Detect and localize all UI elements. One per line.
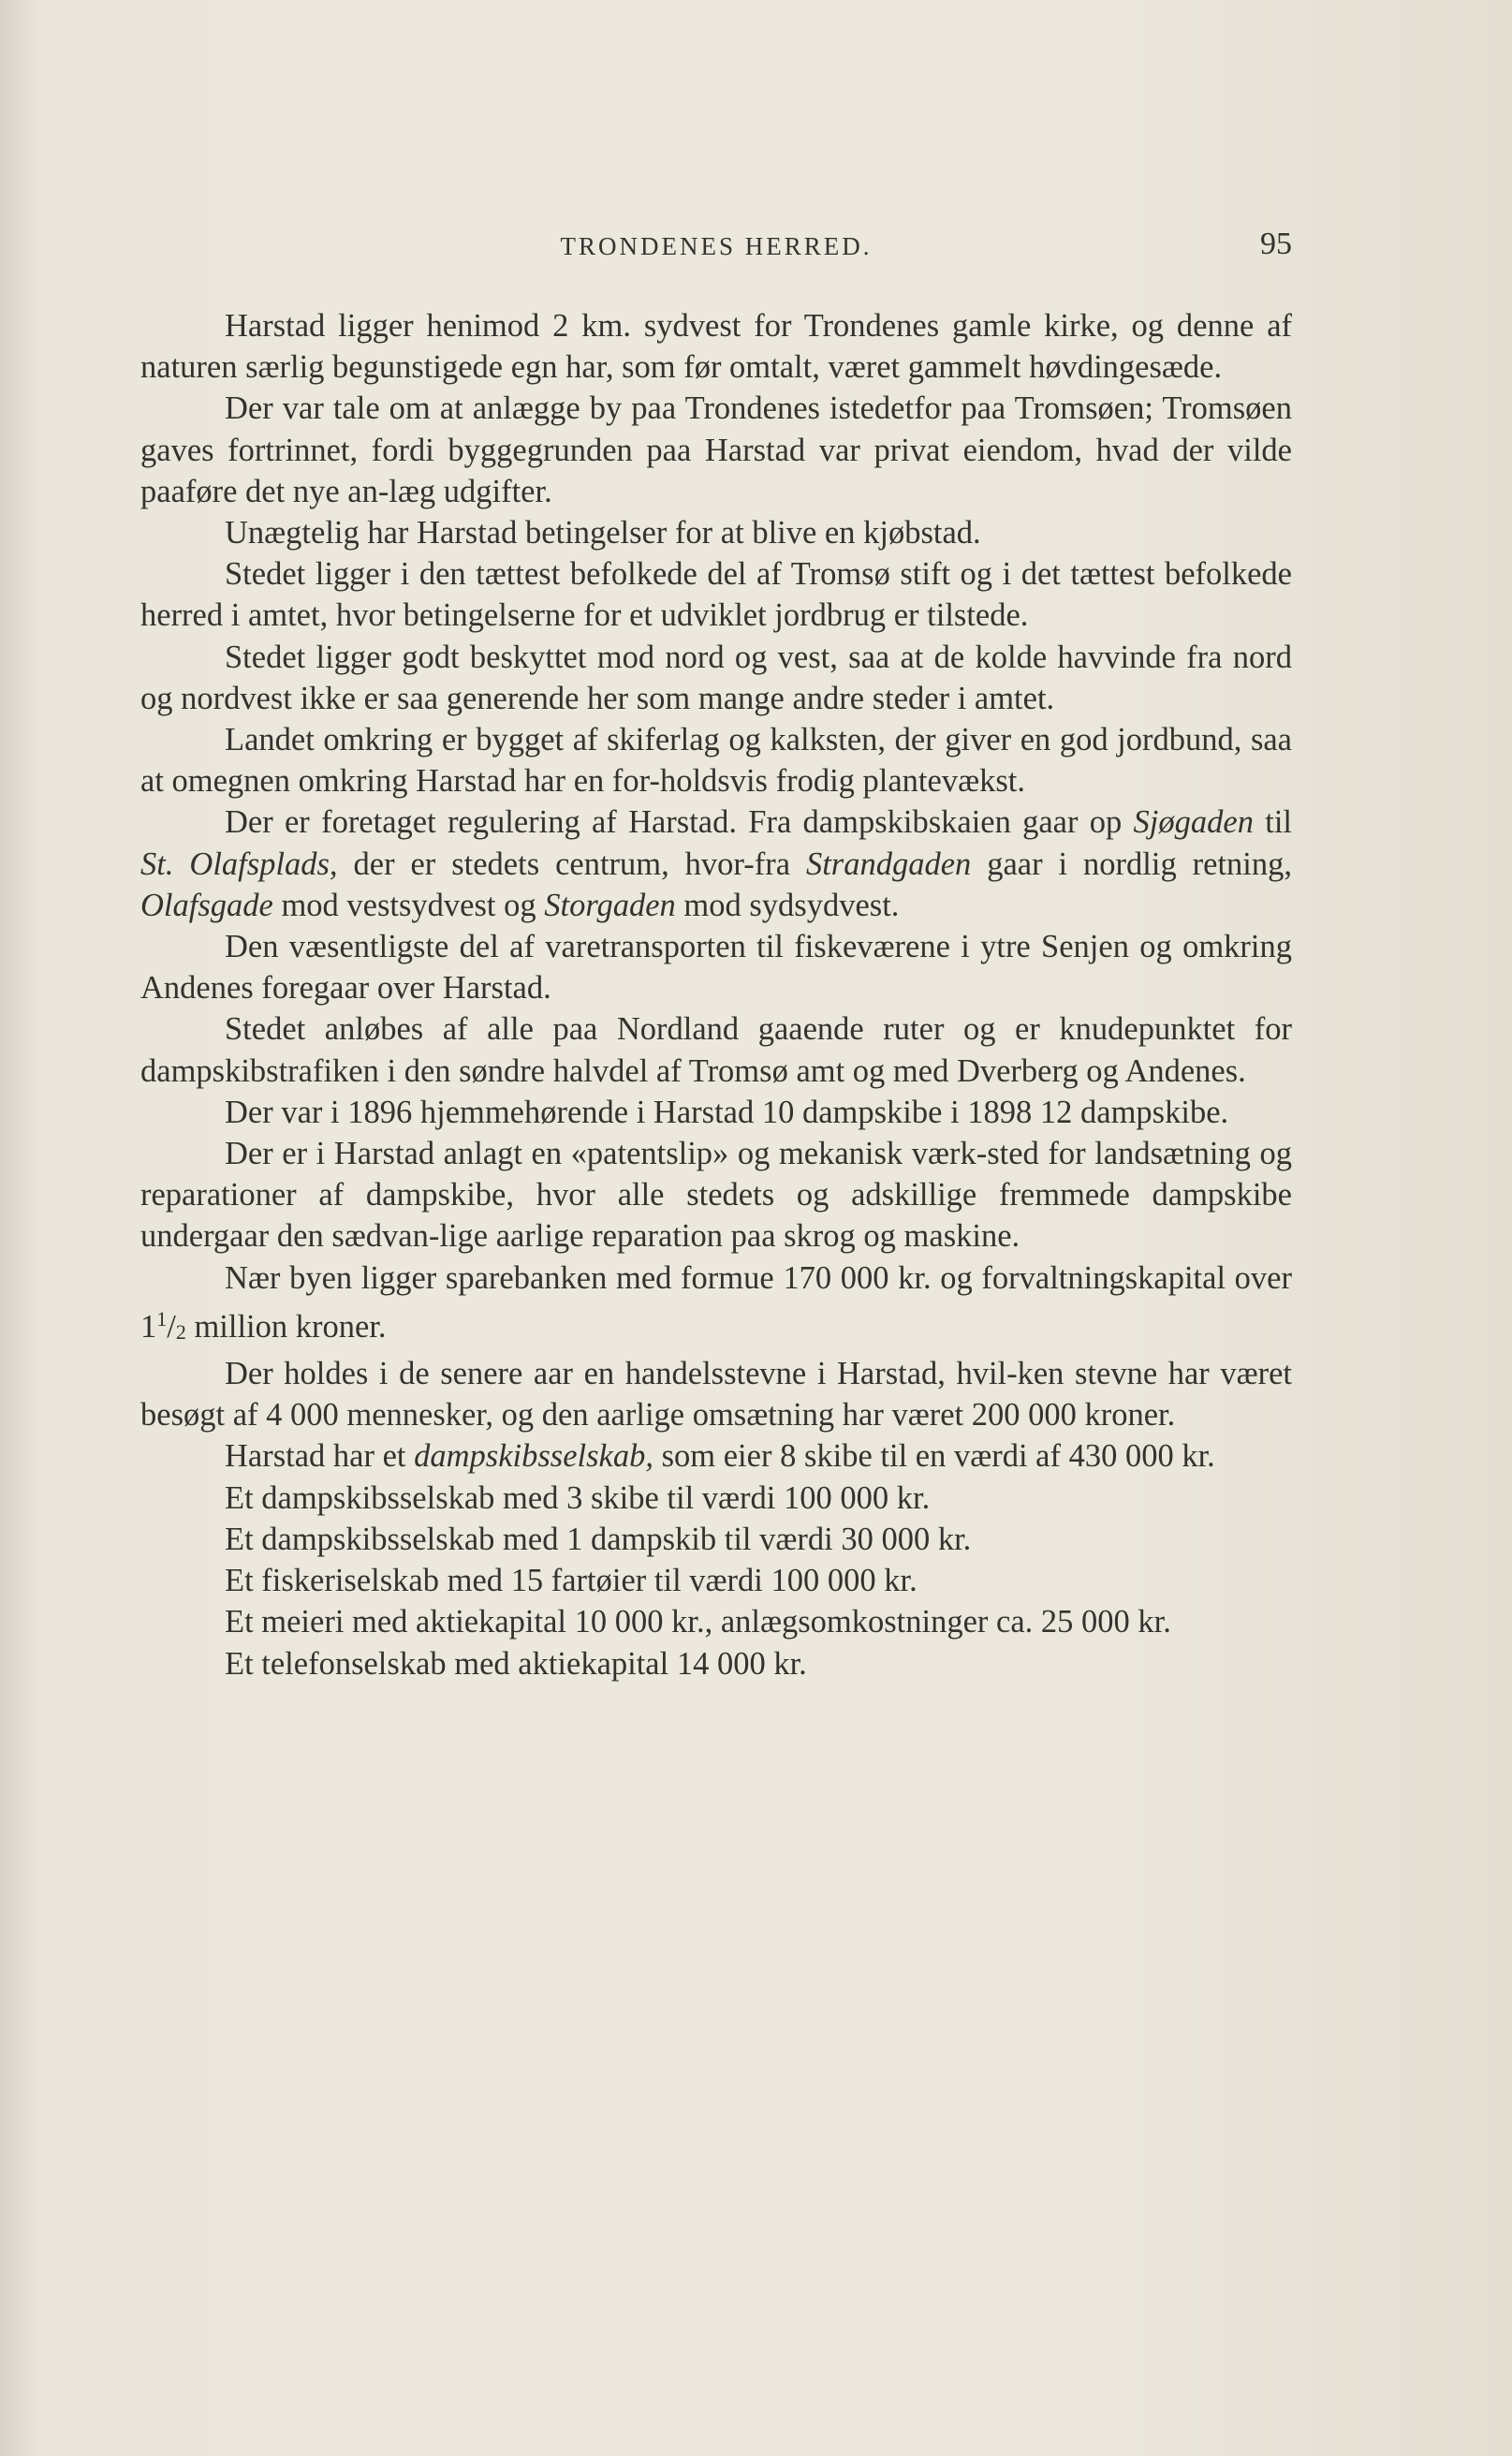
paragraph: Harstad ligger henimod 2 km. sydvest for Trondenes gamle kirke, og denne af naturen særlig begunstigede egn har, som før omtalt, været gammelt høvdingesæde.	[140, 308, 1292, 386]
paragraph: Stedet anløbes af alle paa Nordland gaaende ruter og er knudepunktet for dampskibstrafiken i den søndre halvdel af Tromsø amt og med Dverberg og Andenes.	[140, 1011, 1292, 1089]
paragraph-savings-bank	[140, 1257, 1292, 1353]
text-run: Nær byen ligger sparebanken med formue 170 000 kr. og forvaltningskapital over	[225, 1259, 1292, 1296]
paragraph: Unægtelig har Harstad betingelser for at blive en kjøbstad.	[225, 515, 981, 551]
text-run: mod vestsydvest og	[272, 887, 545, 923]
running-head: TRONDENES HERRED.	[560, 232, 873, 260]
body-text	[140, 305, 1292, 1684]
paragraph: Et meieri med aktiekapital 10 000 kr., anlægsomkostninger ca. 25 000 kr.	[225, 1604, 1171, 1640]
paragraph: Et dampskibsselskab med 3 skibe til værdi 100 000 kr.	[225, 1479, 931, 1516]
paragraph-company	[140, 1435, 1292, 1477]
paragraph: Et fiskeriselskab med 15 fartøier til værdi 100 000 kr.	[225, 1563, 917, 1599]
paragraph: Der var i 1896 hjemmehørende i Harstad 10 dampskibe i 1898 12 dampskibe.	[225, 1094, 1229, 1130]
fraction-denominator: 2	[175, 1319, 186, 1344]
text-run: som eier 8 skibe til en værdi af 430 000 kr.	[653, 1438, 1215, 1475]
page-number: 95	[1260, 227, 1292, 261]
paragraph-regulation	[140, 802, 1292, 926]
text-run: gaar i nordlig retning,	[971, 846, 1292, 882]
paragraph: Stedet ligger i den tættest befolkede del af Tromsø stift og i det tættest befolkede herred i amtet, hvor betingelserne for et udviklet jordbrug er tilstede.	[140, 556, 1292, 634]
street-name: Sjøgaden	[1133, 804, 1254, 841]
fraction-numerator: 1	[156, 1306, 168, 1331]
fraction-whole: 1	[140, 1308, 157, 1345]
paragraph: Landet omkring er bygget af skiferlag og kalksten, der giver en god jordbund, saa at omegnen omkring Harstad har en for-holdsvis frodig plantevækst.	[140, 722, 1292, 800]
text-run: der er stedets centrum, hvor-fra	[337, 846, 806, 882]
text-run: Harstad har et	[225, 1438, 415, 1475]
street-name: Olafsgade	[140, 887, 273, 923]
street-name: Strandgaden	[805, 846, 972, 882]
paragraph: Der var tale om at anlægge by paa Trondenes istedetfor paa Tromsøen; Tromsøen gaves fortrinnet, fordi byggegrunden paa Harstad var privat eiendom, hvad der vilde paaføre det nye an-læg udgifter.	[140, 390, 1292, 509]
text-run: Der er foretaget regulering af Harstad. Fra dampskibskaien gaar op	[225, 804, 1134, 841]
page-header	[140, 227, 1292, 264]
text-run: million kroner.	[185, 1308, 387, 1345]
paragraph: Den væsentligste del af varetransporten til fiskeværene i ytre Senjen og omkring Andenes foregaar over Harstad.	[140, 929, 1292, 1007]
text-run: til	[1253, 804, 1292, 841]
text-run: mod sydsydvest.	[675, 887, 900, 923]
paragraph: Der holdes i de senere aar en handelsstevne i Harstad, hvil-ken stevne har været besøgt af 4 000 mennesker, og den aarlige omsætning har været 200 000 kroner.	[140, 1356, 1292, 1434]
fraction: $1^1/_2$	[140, 1306, 186, 1345]
paragraph: Et dampskibsselskab med 1 dampskib til værdi 30 000 kr.	[225, 1521, 972, 1557]
company-name: dampskibsselskab,	[414, 1438, 653, 1475]
street-name: Storgaden	[544, 887, 676, 923]
paragraph: Der er i Harstad anlagt en «patentslip» og mekanisk værk-sted for landsætning og reparationer af dampskibe, hvor alle stedets og adskillige fremmede dampskibe undergaar den sædvan-lige aarlige reparation paa skrog og maskine.	[140, 1136, 1292, 1255]
square-name: St. Olafsplads,	[140, 846, 338, 882]
paragraph: Et telefonselskab med aktiekapital 14 000 kr.	[225, 1645, 807, 1682]
paragraph: Stedet ligger godt beskyttet mod nord og vest, saa at de kolde havvinde fra nord og nordvest ikke er saa generende her som mange andre steder i amtet.	[140, 639, 1292, 716]
